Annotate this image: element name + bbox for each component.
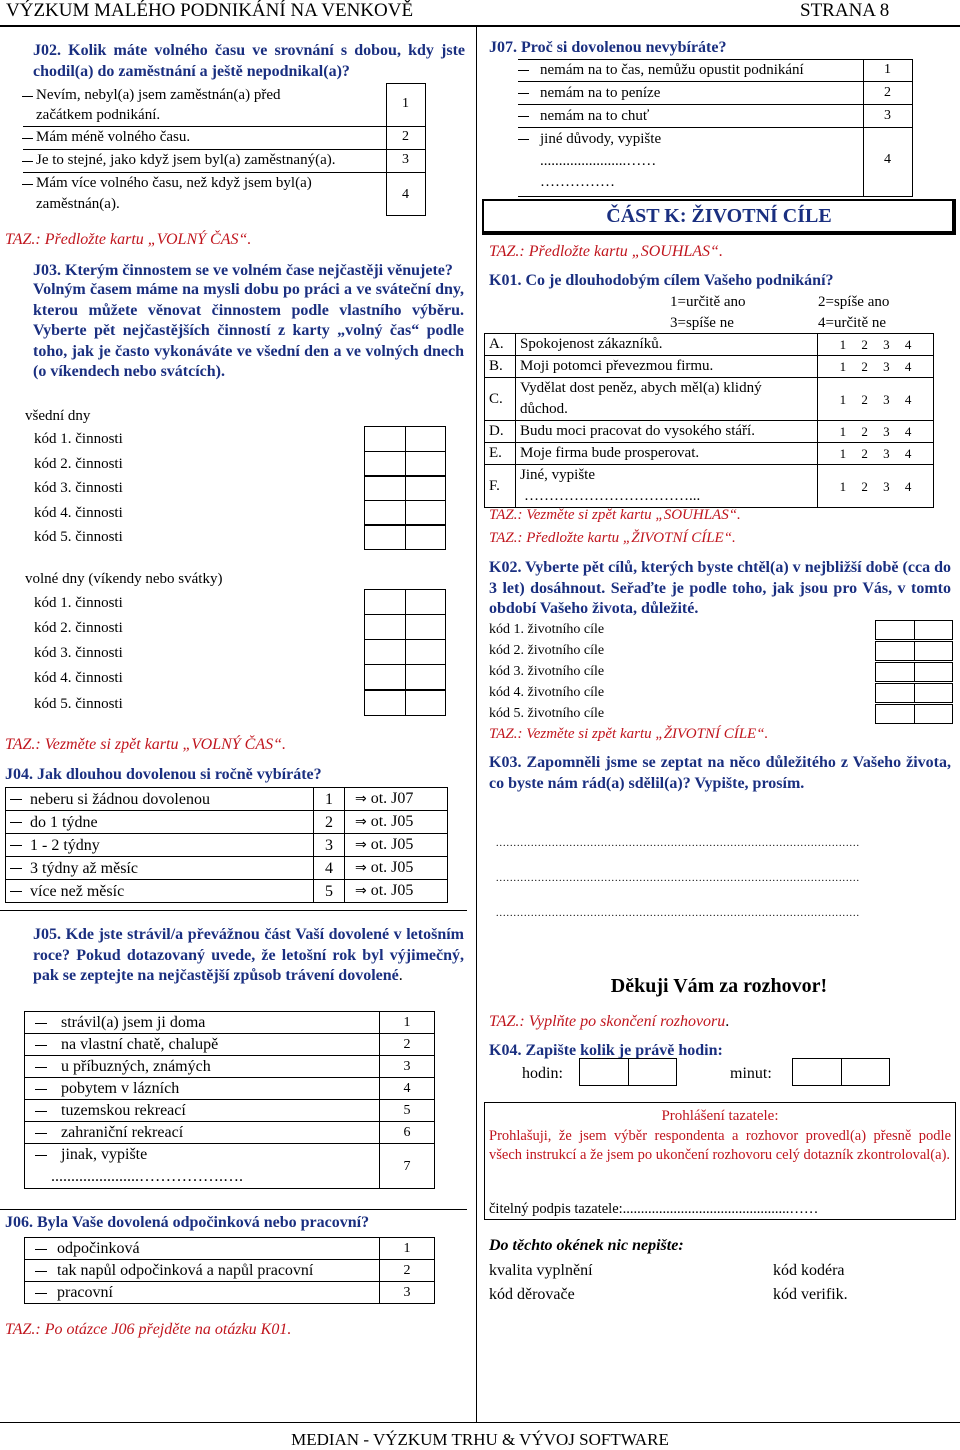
scale-label-4: 4=určitě ne	[818, 315, 887, 331]
skip-target: ot. J05	[370, 859, 414, 876]
header-rule	[0, 25, 960, 27]
j05-option-label: strávil(a) jsem ji doma	[61, 1014, 206, 1031]
punch-operator-label: kód děrovače	[489, 1286, 575, 1303]
row-letter: E.	[485, 443, 516, 465]
answer-dash	[35, 1089, 47, 1090]
rating-3[interactable]: 3	[883, 359, 890, 374]
weekend-code-label-1: kód 1. činnosti	[34, 595, 123, 611]
goal-code-label-2: kód 2. životního cíle	[489, 643, 605, 658]
minute-label: minut:	[730, 1065, 772, 1082]
question-j05-text: J05. Kde jste strávil/a převážnou část Vaší dovolené v letošním roce? Pokud dotazovaný uvede, že letošní rok byl výjimečný, pak se zeptejte na nejčastější způsob trávení dovolené	[33, 926, 464, 984]
j04-code[interactable]: 1	[314, 788, 345, 811]
j05-options-table	[24, 1011, 435, 1189]
weekday-code-input-4[interactable]	[364, 500, 446, 526]
weekend-code-label-4: kód 4. činnosti	[34, 670, 123, 686]
weekend-code-input-1[interactable]	[364, 589, 446, 615]
rating-1[interactable]: 1	[839, 478, 847, 494]
j04-options-table	[5, 787, 448, 903]
row-label-line2: důchod.	[520, 401, 568, 417]
row-divider	[518, 81, 913, 82]
minute-input[interactable]	[792, 1058, 890, 1086]
j02-option-3: Je to stejné, jako když jsem byl(a) zaměstnaný(a).	[36, 152, 336, 168]
row-letter: C.	[485, 378, 516, 421]
goal-code-input-4[interactable]	[875, 683, 953, 703]
weekday-label: všední dny	[25, 408, 91, 424]
j06-code[interactable]: 3	[380, 1282, 435, 1304]
table-row[interactable]	[25, 1282, 435, 1304]
rating-3[interactable]: 3	[883, 446, 890, 461]
weekday-code-input-5[interactable]	[364, 524, 446, 550]
footer-text: MEDIAN - VÝZKUM TRHU & VÝVOJ SOFTWARE	[291, 1430, 669, 1449]
j05-code[interactable]: 1	[380, 1012, 435, 1034]
goal-code-input-5[interactable]	[875, 704, 953, 724]
answer-dash	[35, 1133, 47, 1134]
interviewer-note: TAZ.: Vezměte si zpět kartu „ŽIVOTNÍ CÍLE“.	[489, 726, 769, 742]
j05-option-label: na vlastní chatě, chalupě	[61, 1036, 219, 1053]
table-row	[485, 356, 934, 378]
answer-dash	[35, 1155, 47, 1156]
page-number: STRANA 8	[800, 0, 890, 21]
table-row[interactable]	[25, 1012, 435, 1034]
goal-code-label-4: kód 4. životního cíle	[489, 685, 605, 700]
row-label: Spokojenost zákazníků.	[516, 334, 818, 356]
goal-code-input-3[interactable]	[875, 662, 953, 682]
code-j07-1[interactable]: 1	[884, 62, 891, 77]
goal-code-label-5: kód 5. životního cíle	[489, 706, 605, 721]
k03-write-line-1[interactable]: ........................................................................................................	[496, 838, 860, 849]
rating-1[interactable]: 1	[839, 359, 847, 374]
rating-2[interactable]: 2	[861, 478, 868, 494]
j02-option-4-line2: zaměstnán(a).	[36, 196, 120, 212]
rating-1[interactable]: 1	[839, 424, 847, 439]
goal-code-input-2[interactable]	[875, 641, 953, 661]
question-j06: J06. Byla Vaše dovolená odpočinková nebo pracovní?	[5, 1214, 370, 1231]
answer-dash	[518, 139, 529, 140]
rating-codes[interactable]	[818, 334, 934, 356]
weekend-code-input-5[interactable]	[364, 690, 446, 716]
declaration-title: Prohlášení tazatele:	[661, 1108, 779, 1124]
table-row[interactable]	[25, 1260, 435, 1282]
weekend-code-label-2: kód 2. činnosti	[34, 620, 123, 636]
weekend-code-input-4[interactable]	[364, 664, 446, 690]
weekday-code-label-2: kód 2. činnosti	[34, 456, 123, 472]
row-letter: F.	[485, 465, 516, 508]
j05-code[interactable]: 5	[380, 1100, 435, 1122]
answer-dash	[35, 1249, 47, 1250]
answer-dash	[35, 1023, 47, 1024]
skip-target: ot. J05	[370, 813, 414, 830]
table-row[interactable]	[6, 788, 448, 811]
j04-option-label: neberu si žádnou dovolenou	[30, 790, 210, 808]
j04-code[interactable]: 5	[314, 880, 345, 903]
j05-code[interactable]: 6	[380, 1122, 435, 1144]
row-letter: B.	[485, 356, 516, 378]
answer-dash	[22, 161, 33, 162]
rating-codes[interactable]	[818, 378, 934, 421]
j04-option-label: více než měsíc	[30, 882, 125, 900]
j07-write-in-line-2[interactable]: ……………	[540, 174, 615, 190]
row-label: Moji potomci převezmou firmu.	[516, 356, 818, 378]
weekday-code-label-3: kód 3. činnosti	[34, 480, 123, 496]
table-row[interactable]	[25, 1238, 435, 1260]
j04-code[interactable]: 4	[314, 857, 345, 880]
rating-2[interactable]: 2	[861, 359, 868, 374]
answer-dash	[518, 70, 529, 71]
j02-option-4-line1: Mám více volného času, než když jsem byl(a)	[36, 175, 312, 191]
j07-write-in-line-1[interactable]: .......................……	[540, 153, 657, 169]
answer-dash	[35, 1045, 47, 1046]
j05-code[interactable]: 3	[380, 1056, 435, 1078]
row-label: Vydělat dost peněz, abych měl(a) klidný	[520, 380, 762, 396]
table-row[interactable]	[25, 1078, 435, 1100]
question-j07: J07. Proč si dovolenou nevybíráte?	[489, 39, 727, 56]
question-k01: K01. Co je dlouhodobým cílem Vašeho podnikání?	[489, 272, 834, 289]
interviewer-note: TAZ.: Vezměte si zpět kartu „SOUHLAS“.	[489, 507, 741, 523]
skip-target: ot. J05	[370, 882, 414, 899]
table-row[interactable]	[6, 811, 448, 834]
rating-codes[interactable]	[818, 421, 934, 443]
footer-rule	[0, 1422, 960, 1423]
weekday-code-label-4: kód 4. činnosti	[34, 505, 123, 521]
table-row	[485, 334, 934, 356]
table-row	[485, 443, 934, 465]
skip-arrow-icon: ⇒	[355, 814, 367, 830]
j07-option-4: jiné důvody, vypište	[540, 131, 662, 147]
weekday-code-label-5: kód 5. činnosti	[34, 529, 123, 545]
hour-input[interactable]	[579, 1058, 677, 1086]
row-divider	[518, 127, 913, 128]
question-j02: J02. Kolik máte volného času ve srovnání s dobou, kdy jste chodil(a) do zaměstnání a ještě nepodnikal(a)?	[33, 42, 465, 80]
question-k04: K04. Zapište kolik je právě hodin:	[489, 1042, 723, 1059]
row-divider	[518, 104, 913, 105]
rating-3[interactable]: 3	[883, 478, 890, 494]
skip-arrow-icon: ⇒	[355, 791, 367, 807]
row-write-in-line[interactable]: ……………………………...	[524, 488, 701, 504]
j07-option-1: nemám na to čas, nemůžu opustit podnikání	[540, 62, 804, 78]
question-k03: K03. Zapomněli jsme se zeptat na něco důležitého z Vašeho života, co byste nám rád(a) sdělil(a)? Vypište, prosím.	[489, 754, 951, 792]
table-row[interactable]	[25, 1144, 435, 1189]
answer-dash	[10, 845, 22, 846]
table-row	[485, 378, 934, 421]
scale-label-1: 1=určitě ano	[670, 294, 746, 310]
j05-option-label: tuzemskou rekreací	[61, 1102, 186, 1119]
interviewer-note: TAZ.: Vezměte si zpět kartu „VOLNÝ ČAS“.	[5, 736, 287, 753]
code-j02-3[interactable]: 3	[402, 152, 409, 167]
row-label: Jiné, vypište	[520, 467, 595, 483]
j02-option-2: Mám méně volného času.	[36, 129, 191, 145]
question-j05	[33, 925, 464, 987]
j05-option-label: zahraniční rekreací	[61, 1124, 184, 1141]
table-row[interactable]	[6, 880, 448, 903]
rating-3[interactable]: 3	[883, 337, 890, 352]
section-rule	[0, 910, 467, 911]
answer-dash	[22, 138, 33, 139]
rating-2[interactable]: 2	[861, 337, 868, 352]
verifier-label: kód verifik.	[773, 1286, 848, 1303]
answer-dash	[35, 1067, 47, 1068]
j06-option-label: odpočinková	[57, 1240, 140, 1257]
j05-code[interactable]: 2	[380, 1034, 435, 1056]
table-row[interactable]	[25, 1100, 435, 1122]
goal-code-input-1[interactable]	[875, 620, 953, 640]
weekday-code-input-1[interactable]	[364, 426, 446, 452]
scale-label-2: 2=spíše ano	[818, 294, 890, 310]
answer-dash	[35, 1271, 47, 1272]
j06-code[interactable]: 2	[380, 1260, 435, 1282]
goal-code-label-3: kód 3. životního cíle	[489, 664, 605, 679]
answer-dash	[10, 799, 22, 800]
column-divider	[476, 27, 477, 1422]
answer-dash	[35, 1293, 47, 1294]
question-k02: K02. Vyberte pět cílů, kterých byste chtěl(a) v nejbližší době (cca do 3 let) dosáhnout. Seřaďte je podle toho, jak jsou pro Vás, v tomto období Vašeho života, důležité.	[489, 559, 951, 617]
j04-option-label: 3 týdny až měsíc	[30, 859, 138, 877]
j07-option-2: nemám na to peníze	[540, 85, 661, 101]
weekday-code-input-2[interactable]	[364, 451, 446, 477]
j04-code[interactable]: 3	[314, 834, 345, 857]
table-row[interactable]	[25, 1056, 435, 1078]
j06-option-label: pracovní	[57, 1284, 113, 1301]
skip-target: ot. J05	[370, 836, 414, 853]
answer-dash	[10, 891, 22, 892]
end-note-text: TAZ.: Vyplňte po skončení rozhovoru	[489, 1013, 726, 1030]
declaration-text: Prohlašuji, že jsem výběr respondenta a rozhovor provedl(a) přesně podle všech instrukcí a že jsem po ukončení rozhovoru celý dotazník zkontroloval(a).	[489, 1128, 951, 1163]
row-label: Moje firma bude prosperovat.	[516, 443, 818, 465]
k03-write-line-3[interactable]: ........................................................................................................	[496, 908, 860, 919]
j04-code[interactable]: 2	[314, 811, 345, 834]
document-title: VÝZKUM MALÉHO PODNIKÁNÍ NA VENKOVĚ	[6, 0, 414, 21]
j04-option-label: do 1 týdne	[30, 813, 98, 831]
rating-codes[interactable]	[818, 443, 934, 465]
rating-4[interactable]: 4	[904, 337, 912, 352]
j06-option-label: tak napůl odpočinková a napůl pracovní	[57, 1262, 314, 1279]
rating-2[interactable]: 2	[861, 391, 868, 407]
j02-option-1-line2: začátkem podnikání.	[36, 107, 161, 123]
code-j07-3[interactable]: 3	[884, 108, 891, 123]
answer-dash	[35, 1111, 47, 1112]
interviewer-note: TAZ.: Předložte kartu „VOLNÝ ČAS“.	[5, 231, 252, 248]
goal-code-label-1: kód 1. životního cíle	[489, 622, 605, 637]
weekday-code-input-3[interactable]	[364, 475, 446, 501]
hour-label: hodin:	[522, 1065, 563, 1082]
question-j05-end: .	[398, 967, 403, 984]
k03-write-line-2[interactable]: ........................................................................................................	[496, 873, 860, 884]
rating-2[interactable]: 2	[861, 446, 868, 461]
k01-rating-table	[484, 333, 934, 508]
row-letter: A.	[485, 334, 516, 356]
section-rule	[0, 1209, 467, 1210]
table-row	[485, 465, 934, 508]
scale-label-3: 3=spíše ne	[670, 315, 734, 331]
table-row[interactable]	[25, 1122, 435, 1144]
rating-4[interactable]: 4	[904, 478, 912, 494]
rating-4[interactable]: 4	[904, 446, 912, 461]
rating-4[interactable]: 4	[904, 359, 912, 374]
coder-label: kód kodéra	[773, 1262, 845, 1279]
interviewer-note: TAZ.: Po otázce J06 přejděte na otázku K01.	[5, 1321, 292, 1338]
weekend-code-input-2[interactable]	[364, 614, 446, 640]
end-note: TAZ.: Vyplňte po skončení rozhovoru.	[489, 1013, 730, 1030]
weekend-code-label-5: kód 5. činnosti	[34, 696, 123, 712]
weekday-code-label-1: kód 1. činnosti	[34, 431, 123, 447]
rating-3[interactable]: 3	[883, 391, 890, 407]
skip-target: ot. J07	[370, 790, 414, 807]
question-j04: J04. Jak dlouhou dovolenou si ročně vybíráte?	[5, 766, 322, 783]
row-label: Budu moci pracovat do vysokého stáří.	[516, 421, 818, 443]
table-row[interactable]	[25, 1034, 435, 1056]
answer-dash	[22, 96, 33, 97]
rating-3[interactable]: 3	[883, 424, 890, 439]
rating-1[interactable]: 1	[839, 337, 847, 352]
closing-thanks: Děkuji Vám za rozhovor!	[610, 975, 828, 997]
weekend-label: volné dny (víkendy nebo svátky)	[25, 571, 223, 587]
quality-label: kvalita vyplnění	[489, 1262, 593, 1279]
rating-codes[interactable]	[818, 356, 934, 378]
section-k-title: ČÁST K: ŽIVOTNÍ CÍLE	[606, 205, 832, 227]
j05-code[interactable]: 4	[380, 1078, 435, 1100]
skip-arrow-icon: ⇒	[355, 837, 367, 853]
rating-1[interactable]: 1	[839, 446, 847, 461]
rating-4[interactable]: 4	[904, 391, 912, 407]
rating-1[interactable]: 1	[839, 391, 847, 407]
table-row[interactable]	[6, 834, 448, 857]
office-use-title: Do těchto okének nic nepište:	[489, 1237, 684, 1254]
j02-option-1-line1: Nevím, nebyl(a) jsem zaměstnán(a) před	[36, 87, 281, 103]
answer-dash	[22, 184, 33, 185]
interviewer-note: TAZ.: Předložte kartu „ŽIVOTNÍ CÍLE“.	[489, 530, 736, 546]
skip-arrow-icon: ⇒	[355, 860, 367, 876]
code-j02-1[interactable]: 1	[402, 96, 409, 111]
skip-arrow-icon: ⇒	[355, 883, 367, 899]
weekend-code-label-3: kód 3. činnosti	[34, 645, 123, 661]
j06-code[interactable]: 1	[380, 1238, 435, 1260]
code-j02-2[interactable]: 2	[402, 129, 409, 144]
answer-dash	[518, 93, 529, 94]
code-j07-4[interactable]: 4	[884, 152, 891, 167]
answer-dash	[10, 868, 22, 869]
j04-option-label: 1 - 2 týdny	[30, 836, 100, 854]
table-row	[485, 421, 934, 443]
table-row[interactable]	[6, 857, 448, 880]
row-letter: D.	[485, 421, 516, 443]
j05-option-label: u příbuzných, známých	[61, 1058, 211, 1075]
j06-options-table	[24, 1237, 435, 1304]
answer-dash	[518, 116, 529, 117]
j03-instruction: Volným časem máme na mysli dobu po práci a ve sváteční dny, kterou můžete věnovat činnostem podle vlastního výběru. Vyberte pět nejčastějších činností z karty „volný čas“ podle toho, jak je často vykonáváte ve všední den a ve volných dnech (o víkendech nebo svátcích).	[33, 281, 464, 380]
signature-line[interactable]: čitelný podpis tazatele:..............................................……	[489, 1201, 819, 1217]
question-j03: J03. Kterým činnostem se ve volném čase nejčastěji věnujete?	[33, 262, 453, 279]
j05-option-label: pobytem v lázních	[61, 1080, 180, 1097]
j07-option-3: nemám na to chuť	[540, 108, 650, 124]
weekend-code-input-3[interactable]	[364, 639, 446, 665]
answer-dash	[10, 822, 22, 823]
j05-code[interactable]: 7	[380, 1144, 435, 1189]
j05-write-in-line[interactable]: ......................…………….….	[51, 1168, 243, 1185]
rating-4[interactable]: 4	[904, 424, 912, 439]
j05-option-label: jinak, vypište	[61, 1146, 148, 1163]
code-column-divider	[863, 59, 864, 197]
code-j07-2[interactable]: 2	[884, 85, 891, 100]
rating-codes[interactable]	[818, 465, 934, 508]
rating-2[interactable]: 2	[861, 424, 868, 439]
interviewer-note: TAZ.: Předložte kartu „SOUHLAS“.	[489, 243, 723, 260]
code-j02-4[interactable]: 4	[402, 187, 409, 202]
